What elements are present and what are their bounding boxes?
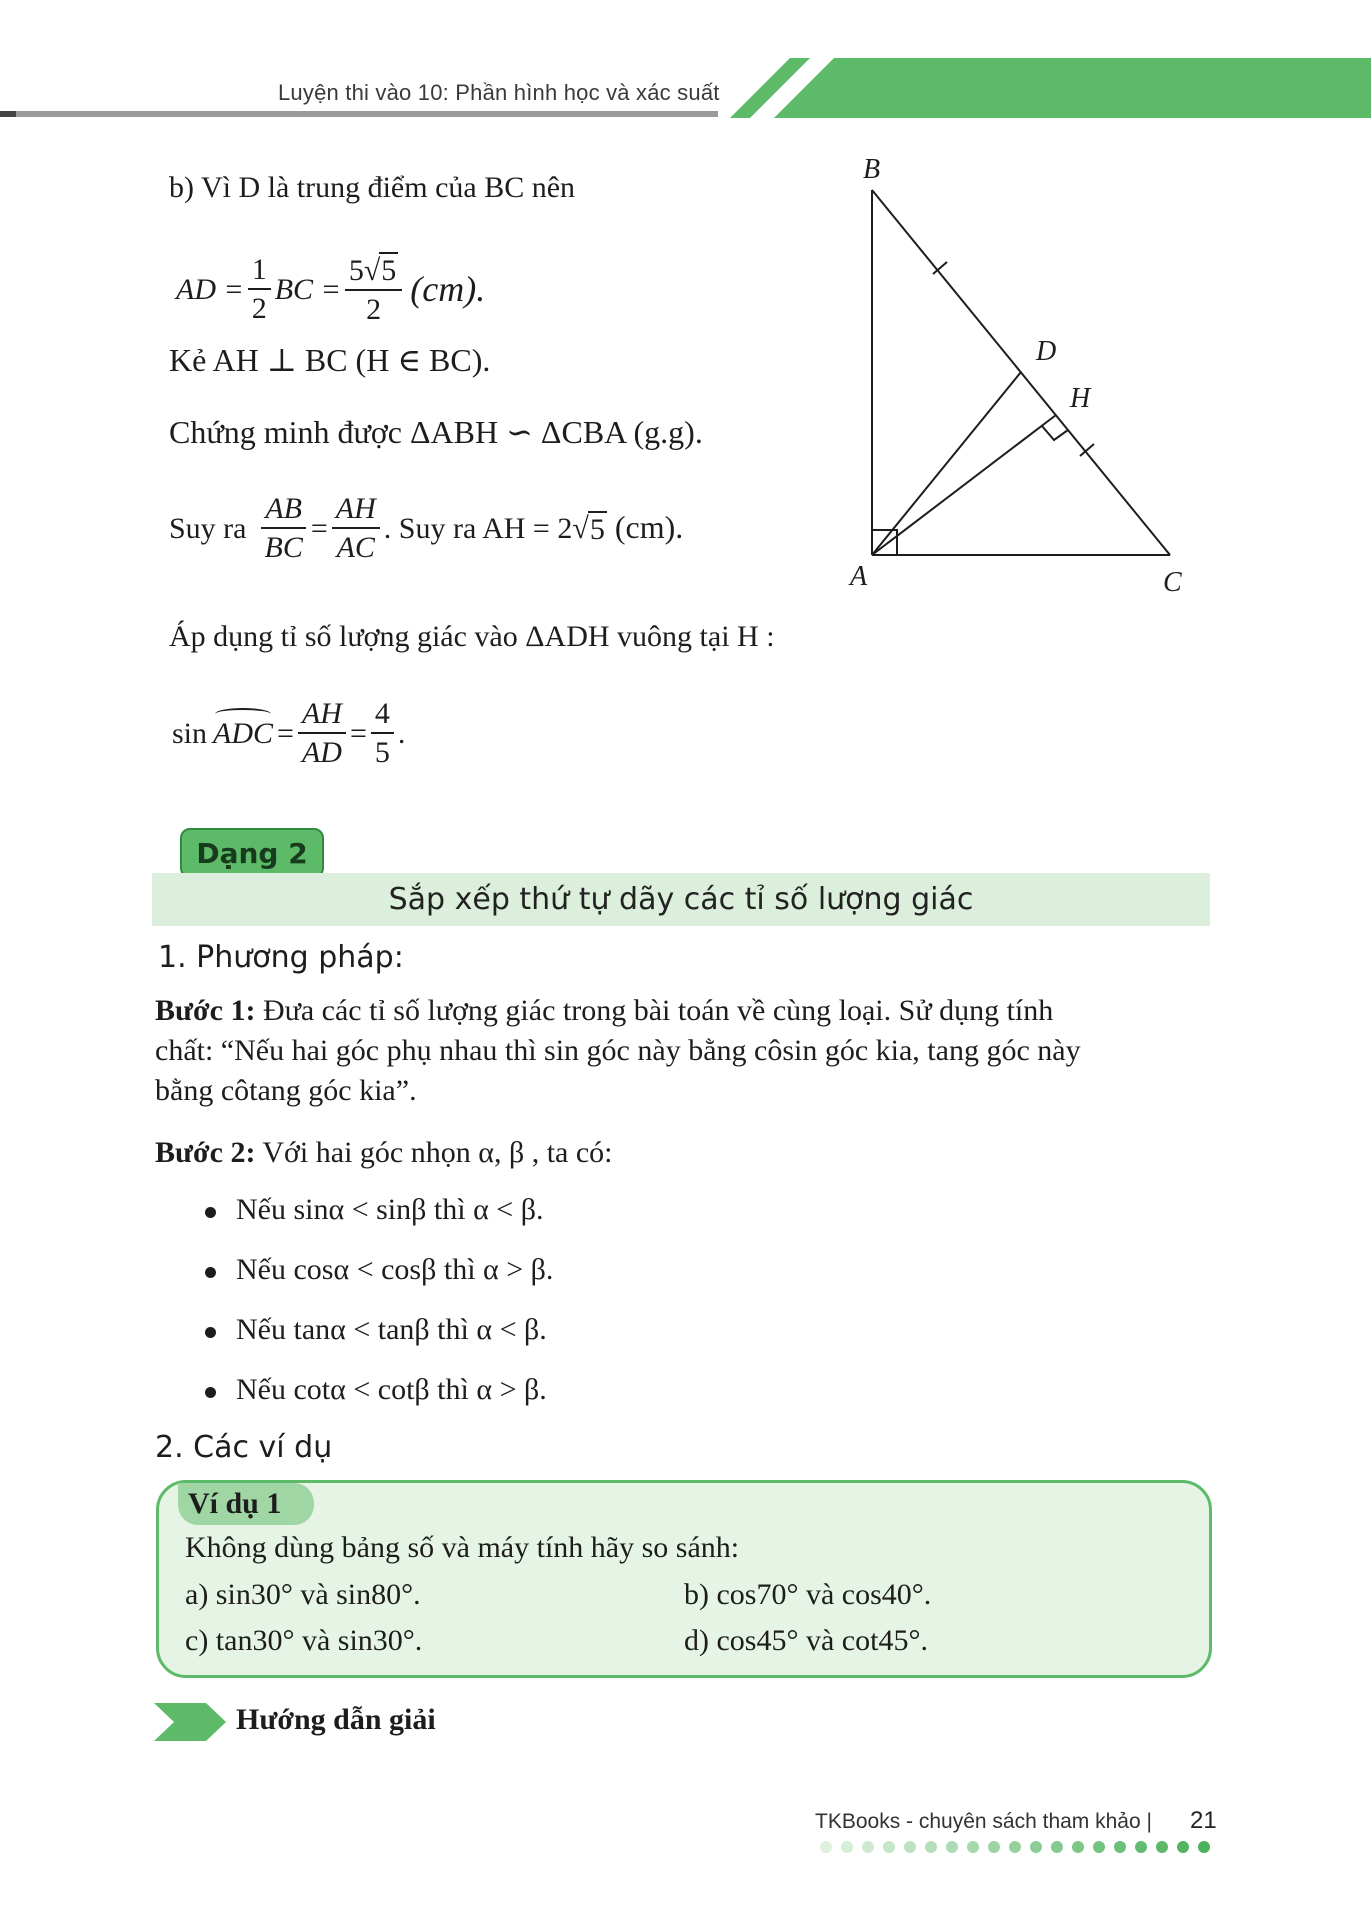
footer-dot (946, 1841, 958, 1853)
footer-dot (1135, 1841, 1147, 1853)
solution-b-line1: b) Vì D là trung điểm của BC nên (169, 171, 576, 204)
bullet-sin: Nếu sinα < sinβ thì α < β. (205, 1193, 543, 1227)
footer-brand: TKBooks - chuyên sách tham khảo | (815, 1810, 1152, 1833)
footer-dot (1114, 1841, 1126, 1853)
footer-dot (1072, 1841, 1084, 1853)
sin-label: sin (172, 716, 208, 750)
label-a: A (850, 561, 868, 592)
footer-dot (1156, 1841, 1168, 1853)
fraction-5sqrt5-over-2: $\frac{5√5}{2}$ (345, 252, 402, 326)
header-rule-accent (0, 111, 16, 117)
bullet-dot (205, 1327, 216, 1338)
page-number: 21 (1190, 1807, 1217, 1834)
footer-dot (883, 1841, 895, 1853)
fraction-one-half: $\frac{1}{2}$ (248, 253, 271, 325)
step2-text: Với hai góc nhọn α, β , ta có: (255, 1136, 613, 1169)
footer-dot (862, 1841, 874, 1853)
dang-title: Sắp xếp thứ tự dãy các tỉ số lượng giác (152, 873, 1210, 926)
step1-line2: chất: “Nếu hai góc phụ nhau thì sin góc này bằng côsin góc kia, tang góc này (155, 1034, 1081, 1067)
suy-ra2-rad: 5 (589, 512, 605, 546)
bullet-cot: Nếu cotα < cotβ thì α > β. (205, 1373, 547, 1407)
equals-sign: = (310, 511, 328, 545)
suy-ra2-unit: (cm). (614, 509, 684, 546)
sqrt-sign: √ (572, 511, 589, 545)
footer-dot (1051, 1841, 1063, 1853)
ap-dung-line: Áp dụng tỉ số lượng giác vào ΔADH vuông tại H : (169, 620, 775, 653)
step1-paragraph (155, 991, 1215, 1111)
sin-frac: $\frac{AH}{AD}$ (298, 697, 346, 769)
chung-minh-line: Chứng minh được ΔABH ∽ ΔCBA (g.g). (169, 414, 703, 450)
footer-dot (820, 1841, 832, 1853)
sin-value: $\frac{4}{5}$ (371, 697, 394, 769)
bullet-dot (205, 1387, 216, 1398)
label-h: H (1070, 383, 1091, 414)
right-angle-h (1042, 426, 1068, 440)
suy-ra2-prefix: . Suy ra AH = 2 (383, 511, 573, 545)
step1-text: Đưa các tỉ số lượng giác trong bài toán về cùng loại. Sử dụng tính (255, 994, 1054, 1027)
bullet-cos: Nếu cosα < cosβ thì α > β. (205, 1253, 553, 1287)
ratio-ab-bc: $\frac{AB}{BC}$ (261, 492, 307, 564)
triangle-figure (840, 150, 1200, 600)
header-rule (0, 111, 718, 117)
footer-dot (904, 1841, 916, 1853)
bullet-dot (205, 1267, 216, 1278)
running-header: Luyện thi vào 10: Phần hình học và xác suất (278, 80, 720, 105)
footer-dot (1093, 1841, 1105, 1853)
arrow-chevron-icon (154, 1703, 226, 1741)
label-d: D (1036, 336, 1057, 367)
footer-dot (925, 1841, 937, 1853)
step2-label: Bước 2: (155, 1136, 256, 1169)
guide-heading: Hướng dẫn giải (236, 1703, 436, 1736)
suy-ra-label: Suy ra (169, 511, 247, 545)
footer-dot (1177, 1841, 1189, 1853)
footer-dot (1030, 1841, 1042, 1853)
examples-heading: 2. Các ví dụ (155, 1430, 333, 1465)
step1-label: Bước 1: (155, 994, 256, 1027)
step1-line3: bằng côtang góc kia”. (155, 1074, 417, 1107)
header-green-stripes (730, 58, 1371, 120)
bullet-dot (205, 1207, 216, 1218)
example-prompt: Không dùng bảng số và máy tính hãy so sánh: (185, 1531, 740, 1564)
label-c: C (1163, 567, 1182, 598)
altitude-ah (872, 415, 1056, 555)
median-ad (872, 372, 1021, 555)
footer-dot (967, 1841, 979, 1853)
bullet-tan: Nếu tanα < tanβ thì α < β. (205, 1313, 547, 1347)
suy-ra-line (169, 492, 683, 564)
ad-equation (176, 252, 485, 326)
sin-adc-equation: sin ADC = $\frac{AH}{AD}$ = $\frac{4}{5}$ . (172, 697, 406, 769)
footer-dot (988, 1841, 1000, 1853)
footer-dot (1198, 1841, 1210, 1853)
example-tag: Ví dụ 1 (178, 1483, 314, 1525)
ratio-ah-ac: $\frac{AH}{AC}$ (332, 492, 380, 564)
footer-dot (1009, 1841, 1021, 1853)
label-b: B (863, 154, 881, 185)
ad-bc: BC = (274, 272, 341, 306)
example-item-a: a) sin30° và sin80°. (185, 1578, 421, 1611)
dang-badge: Dạng 2 (180, 828, 324, 878)
step2-line (155, 1133, 613, 1172)
footer-dot (841, 1841, 853, 1853)
ad-lhs: AD = (176, 272, 244, 306)
method-heading: 1. Phương pháp: (158, 940, 404, 975)
example-item-b: b) cos70° và cos40°. (684, 1578, 932, 1611)
ad-unit: (cm). (410, 268, 486, 309)
example-item-d: d) cos45° và cot45°. (684, 1624, 928, 1657)
ke-ah-line: Kẻ AH ⊥ BC (H ∈ BC). (169, 342, 491, 378)
footer-dots (818, 1839, 1218, 1855)
angle-adc: ADC (213, 714, 273, 753)
example-item-c: c) tan30° và sin30°. (185, 1624, 423, 1657)
